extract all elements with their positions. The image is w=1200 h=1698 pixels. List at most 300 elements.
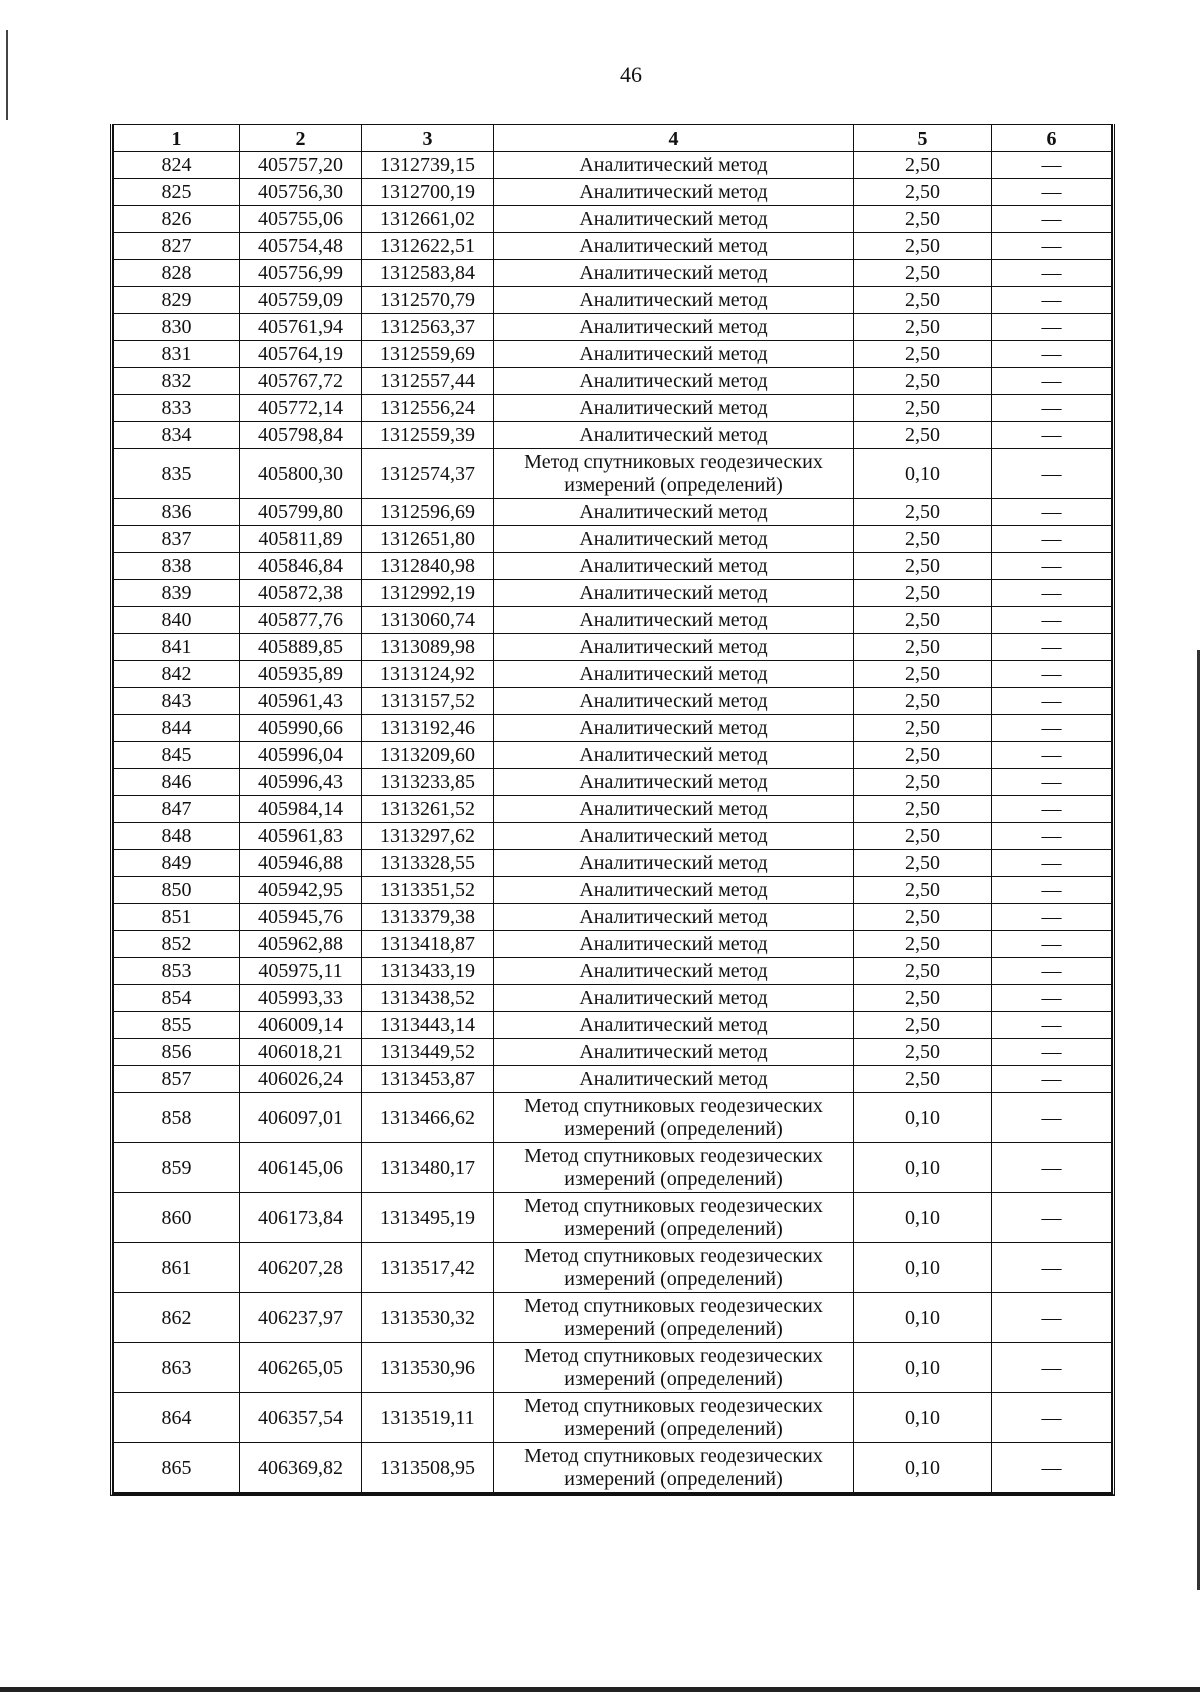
point-number-cell: 860 bbox=[114, 1193, 240, 1243]
x-coordinate-cell: 405996,04 bbox=[240, 742, 362, 769]
method-cell: Метод спутниковых геодезических измерений (определений) bbox=[494, 1143, 854, 1193]
accuracy-cell: 2,50 bbox=[854, 1066, 992, 1093]
note-cell: — bbox=[992, 877, 1112, 904]
point-number-cell: 834 bbox=[114, 422, 240, 449]
y-coordinate-cell: 1313466,62 bbox=[362, 1093, 494, 1143]
table-row bbox=[114, 314, 1112, 341]
x-coordinate-cell: 405755,06 bbox=[240, 206, 362, 233]
note-cell: — bbox=[992, 395, 1112, 422]
method-cell: Аналитический метод bbox=[494, 607, 854, 634]
point-number-cell: 825 bbox=[114, 179, 240, 206]
method-cell: Метод спутниковых геодезических измерений (определений) bbox=[494, 1343, 854, 1393]
table-row bbox=[114, 742, 1112, 769]
accuracy-cell: 0,10 bbox=[854, 1093, 992, 1143]
note-cell: — bbox=[992, 715, 1112, 742]
x-coordinate-cell: 405759,09 bbox=[240, 287, 362, 314]
x-coordinate-cell: 406207,28 bbox=[240, 1243, 362, 1293]
note-cell: — bbox=[992, 580, 1112, 607]
point-number-cell: 863 bbox=[114, 1343, 240, 1393]
x-coordinate-cell: 405975,11 bbox=[240, 958, 362, 985]
page-number: 46 bbox=[620, 62, 642, 87]
point-number-cell: 854 bbox=[114, 985, 240, 1012]
table-row bbox=[114, 796, 1112, 823]
y-coordinate-cell: 1313438,52 bbox=[362, 985, 494, 1012]
note-cell: — bbox=[992, 1393, 1112, 1443]
x-coordinate-cell: 405996,43 bbox=[240, 769, 362, 796]
method-cell: Аналитический метод bbox=[494, 769, 854, 796]
table-row bbox=[114, 395, 1112, 422]
method-cell: Аналитический метод bbox=[494, 1012, 854, 1039]
header-col-6: 6 bbox=[992, 125, 1112, 152]
x-coordinate-cell: 406173,84 bbox=[240, 1193, 362, 1243]
table-row bbox=[114, 688, 1112, 715]
point-number-cell: 859 bbox=[114, 1143, 240, 1193]
point-number-cell: 856 bbox=[114, 1039, 240, 1066]
table-row bbox=[114, 260, 1112, 287]
note-cell: — bbox=[992, 1293, 1112, 1343]
x-coordinate-cell: 405761,94 bbox=[240, 314, 362, 341]
y-coordinate-cell: 1312570,79 bbox=[362, 287, 494, 314]
note-cell: — bbox=[992, 1093, 1112, 1143]
method-cell: Аналитический метод bbox=[494, 206, 854, 233]
note-cell: — bbox=[992, 1039, 1112, 1066]
accuracy-cell: 2,50 bbox=[854, 715, 992, 742]
method-cell: Аналитический метод bbox=[494, 422, 854, 449]
method-cell: Метод спутниковых геодезических измерений (определений) bbox=[494, 1443, 854, 1493]
method-cell: Аналитический метод bbox=[494, 688, 854, 715]
y-coordinate-cell: 1313519,11 bbox=[362, 1393, 494, 1443]
method-cell: Аналитический метод bbox=[494, 152, 854, 179]
method-cell: Аналитический метод bbox=[494, 904, 854, 931]
accuracy-cell: 2,50 bbox=[854, 287, 992, 314]
point-number-cell: 845 bbox=[114, 742, 240, 769]
method-cell: Метод спутниковых геодезических измерений (определений) bbox=[494, 1243, 854, 1293]
y-coordinate-cell: 1313261,52 bbox=[362, 796, 494, 823]
accuracy-cell: 2,50 bbox=[854, 499, 992, 526]
note-cell: — bbox=[992, 179, 1112, 206]
accuracy-cell: 2,50 bbox=[854, 688, 992, 715]
note-cell: — bbox=[992, 287, 1112, 314]
accuracy-cell: 2,50 bbox=[854, 260, 992, 287]
accuracy-cell: 2,50 bbox=[854, 206, 992, 233]
accuracy-cell: 2,50 bbox=[854, 877, 992, 904]
table-row bbox=[114, 553, 1112, 580]
x-coordinate-cell: 405984,14 bbox=[240, 796, 362, 823]
y-coordinate-cell: 1313124,92 bbox=[362, 661, 494, 688]
point-number-cell: 862 bbox=[114, 1293, 240, 1343]
note-cell: — bbox=[992, 1012, 1112, 1039]
table-row bbox=[114, 1343, 1112, 1393]
table-row bbox=[114, 931, 1112, 958]
y-coordinate-cell: 1312661,02 bbox=[362, 206, 494, 233]
y-coordinate-cell: 1313517,42 bbox=[362, 1243, 494, 1293]
table-row bbox=[114, 152, 1112, 179]
accuracy-cell: 2,50 bbox=[854, 341, 992, 368]
y-coordinate-cell: 1312739,15 bbox=[362, 152, 494, 179]
y-coordinate-cell: 1313443,14 bbox=[362, 1012, 494, 1039]
x-coordinate-cell: 405962,88 bbox=[240, 931, 362, 958]
method-cell: Аналитический метод bbox=[494, 796, 854, 823]
table-row bbox=[114, 715, 1112, 742]
point-number-cell: 865 bbox=[114, 1443, 240, 1493]
point-number-cell: 852 bbox=[114, 931, 240, 958]
point-number-cell: 861 bbox=[114, 1243, 240, 1293]
point-number-cell: 857 bbox=[114, 1066, 240, 1093]
y-coordinate-cell: 1312556,24 bbox=[362, 395, 494, 422]
accuracy-cell: 2,50 bbox=[854, 931, 992, 958]
note-cell: — bbox=[992, 1243, 1112, 1293]
y-coordinate-cell: 1313418,87 bbox=[362, 931, 494, 958]
table-row bbox=[114, 904, 1112, 931]
point-number-cell: 849 bbox=[114, 850, 240, 877]
note-cell: — bbox=[992, 449, 1112, 499]
accuracy-cell: 2,50 bbox=[854, 526, 992, 553]
method-cell: Метод спутниковых геодезических измерений (определений) bbox=[494, 1193, 854, 1243]
point-number-cell: 833 bbox=[114, 395, 240, 422]
note-cell: — bbox=[992, 823, 1112, 850]
note-cell: — bbox=[992, 850, 1112, 877]
accuracy-cell: 2,50 bbox=[854, 1012, 992, 1039]
point-number-cell: 844 bbox=[114, 715, 240, 742]
note-cell: — bbox=[992, 688, 1112, 715]
method-cell: Метод спутниковых геодезических измерений (определений) bbox=[494, 449, 854, 499]
accuracy-cell: 0,10 bbox=[854, 1193, 992, 1243]
x-coordinate-cell: 405877,76 bbox=[240, 607, 362, 634]
x-coordinate-cell: 405756,30 bbox=[240, 179, 362, 206]
header-col-5: 5 bbox=[854, 125, 992, 152]
accuracy-cell: 2,50 bbox=[854, 580, 992, 607]
note-cell: — bbox=[992, 1443, 1112, 1493]
table-row bbox=[114, 958, 1112, 985]
accuracy-cell: 0,10 bbox=[854, 1143, 992, 1193]
coordinates-table-frame bbox=[110, 124, 1115, 1496]
point-number-cell: 829 bbox=[114, 287, 240, 314]
point-number-cell: 838 bbox=[114, 553, 240, 580]
table-row bbox=[114, 206, 1112, 233]
x-coordinate-cell: 405757,20 bbox=[240, 152, 362, 179]
point-number-cell: 837 bbox=[114, 526, 240, 553]
x-coordinate-cell: 405946,88 bbox=[240, 850, 362, 877]
point-number-cell: 843 bbox=[114, 688, 240, 715]
method-cell: Аналитический метод bbox=[494, 1066, 854, 1093]
method-cell: Аналитический метод bbox=[494, 931, 854, 958]
table-row bbox=[114, 661, 1112, 688]
note-cell: — bbox=[992, 206, 1112, 233]
accuracy-cell: 2,50 bbox=[854, 1039, 992, 1066]
table-row bbox=[114, 985, 1112, 1012]
accuracy-cell: 2,50 bbox=[854, 661, 992, 688]
accuracy-cell: 2,50 bbox=[854, 742, 992, 769]
note-cell: — bbox=[992, 1193, 1112, 1243]
y-coordinate-cell: 1312559,69 bbox=[362, 341, 494, 368]
method-cell: Аналитический метод bbox=[494, 553, 854, 580]
table-row bbox=[114, 1443, 1112, 1493]
note-cell: — bbox=[992, 742, 1112, 769]
table-row bbox=[114, 580, 1112, 607]
x-coordinate-cell: 405846,84 bbox=[240, 553, 362, 580]
table-row bbox=[114, 233, 1112, 260]
header-col-1: 1 bbox=[114, 125, 240, 152]
point-number-cell: 864 bbox=[114, 1393, 240, 1443]
method-cell: Аналитический метод bbox=[494, 850, 854, 877]
x-coordinate-cell: 405961,43 bbox=[240, 688, 362, 715]
table-row bbox=[114, 449, 1112, 499]
point-number-cell: 839 bbox=[114, 580, 240, 607]
accuracy-cell: 0,10 bbox=[854, 1343, 992, 1393]
note-cell: — bbox=[992, 796, 1112, 823]
note-cell: — bbox=[992, 341, 1112, 368]
point-number-cell: 824 bbox=[114, 152, 240, 179]
method-cell: Аналитический метод bbox=[494, 233, 854, 260]
table-row bbox=[114, 823, 1112, 850]
y-coordinate-cell: 1313480,17 bbox=[362, 1143, 494, 1193]
method-cell: Метод спутниковых геодезических измерений (определений) bbox=[494, 1293, 854, 1343]
y-coordinate-cell: 1313530,32 bbox=[362, 1293, 494, 1343]
accuracy-cell: 2,50 bbox=[854, 395, 992, 422]
y-coordinate-cell: 1312557,44 bbox=[362, 368, 494, 395]
note-cell: — bbox=[992, 661, 1112, 688]
table-body bbox=[114, 152, 1112, 1493]
y-coordinate-cell: 1313449,52 bbox=[362, 1039, 494, 1066]
point-number-cell: 828 bbox=[114, 260, 240, 287]
note-cell: — bbox=[992, 607, 1112, 634]
y-coordinate-cell: 1313089,98 bbox=[362, 634, 494, 661]
coordinates-table bbox=[113, 124, 1112, 1493]
note-cell: — bbox=[992, 769, 1112, 796]
point-number-cell: 835 bbox=[114, 449, 240, 499]
method-cell: Аналитический метод bbox=[494, 395, 854, 422]
note-cell: — bbox=[992, 553, 1112, 580]
x-coordinate-cell: 405767,72 bbox=[240, 368, 362, 395]
y-coordinate-cell: 1313209,60 bbox=[362, 742, 494, 769]
y-coordinate-cell: 1312700,19 bbox=[362, 179, 494, 206]
x-coordinate-cell: 406357,54 bbox=[240, 1393, 362, 1443]
table-row bbox=[114, 607, 1112, 634]
y-coordinate-cell: 1312574,37 bbox=[362, 449, 494, 499]
point-number-cell: 832 bbox=[114, 368, 240, 395]
method-cell: Аналитический метод bbox=[494, 1039, 854, 1066]
accuracy-cell: 2,50 bbox=[854, 233, 992, 260]
point-number-cell: 842 bbox=[114, 661, 240, 688]
y-coordinate-cell: 1313530,96 bbox=[362, 1343, 494, 1393]
x-coordinate-cell: 406265,05 bbox=[240, 1343, 362, 1393]
table-row bbox=[114, 422, 1112, 449]
note-cell: — bbox=[992, 314, 1112, 341]
accuracy-cell: 2,50 bbox=[854, 796, 992, 823]
accuracy-cell: 2,50 bbox=[854, 314, 992, 341]
note-cell: — bbox=[992, 1143, 1112, 1193]
accuracy-cell: 2,50 bbox=[854, 634, 992, 661]
point-number-cell: 831 bbox=[114, 341, 240, 368]
y-coordinate-cell: 1313379,38 bbox=[362, 904, 494, 931]
table-row bbox=[114, 287, 1112, 314]
accuracy-cell: 2,50 bbox=[854, 368, 992, 395]
table-row bbox=[114, 368, 1112, 395]
point-number-cell: 827 bbox=[114, 233, 240, 260]
accuracy-cell: 2,50 bbox=[854, 769, 992, 796]
x-coordinate-cell: 405799,80 bbox=[240, 499, 362, 526]
method-cell: Аналитический метод bbox=[494, 985, 854, 1012]
x-coordinate-cell: 405942,95 bbox=[240, 877, 362, 904]
header-col-3: 3 bbox=[362, 125, 494, 152]
method-cell: Аналитический метод bbox=[494, 526, 854, 553]
x-coordinate-cell: 405798,84 bbox=[240, 422, 362, 449]
accuracy-cell: 0,10 bbox=[854, 1393, 992, 1443]
y-coordinate-cell: 1313433,19 bbox=[362, 958, 494, 985]
method-cell: Аналитический метод bbox=[494, 179, 854, 206]
table-row bbox=[114, 1093, 1112, 1143]
x-coordinate-cell: 405811,89 bbox=[240, 526, 362, 553]
point-number-cell: 847 bbox=[114, 796, 240, 823]
method-cell: Аналитический метод bbox=[494, 958, 854, 985]
y-coordinate-cell: 1313495,19 bbox=[362, 1193, 494, 1243]
table-row bbox=[114, 1066, 1112, 1093]
x-coordinate-cell: 405993,33 bbox=[240, 985, 362, 1012]
table-row bbox=[114, 850, 1112, 877]
table-row bbox=[114, 877, 1112, 904]
accuracy-cell: 0,10 bbox=[854, 449, 992, 499]
table-header-row bbox=[114, 125, 1112, 152]
y-coordinate-cell: 1312596,69 bbox=[362, 499, 494, 526]
y-coordinate-cell: 1312651,80 bbox=[362, 526, 494, 553]
table-row bbox=[114, 1293, 1112, 1343]
note-cell: — bbox=[992, 499, 1112, 526]
y-coordinate-cell: 1313157,52 bbox=[362, 688, 494, 715]
accuracy-cell: 2,50 bbox=[854, 904, 992, 931]
note-cell: — bbox=[992, 1343, 1112, 1393]
y-coordinate-cell: 1312992,19 bbox=[362, 580, 494, 607]
y-coordinate-cell: 1313351,52 bbox=[362, 877, 494, 904]
header-col-2: 2 bbox=[240, 125, 362, 152]
scan-edge-bottom bbox=[0, 1687, 1200, 1692]
method-cell: Аналитический метод bbox=[494, 314, 854, 341]
method-cell: Аналитический метод bbox=[494, 634, 854, 661]
y-coordinate-cell: 1313297,62 bbox=[362, 823, 494, 850]
accuracy-cell: 2,50 bbox=[854, 152, 992, 179]
x-coordinate-cell: 406369,82 bbox=[240, 1443, 362, 1493]
accuracy-cell: 2,50 bbox=[854, 553, 992, 580]
note-cell: — bbox=[992, 958, 1112, 985]
accuracy-cell: 2,50 bbox=[854, 823, 992, 850]
note-cell: — bbox=[992, 985, 1112, 1012]
accuracy-cell: 2,50 bbox=[854, 958, 992, 985]
note-cell: — bbox=[992, 368, 1112, 395]
note-cell: — bbox=[992, 152, 1112, 179]
table-row bbox=[114, 769, 1112, 796]
method-cell: Аналитический метод bbox=[494, 499, 854, 526]
table-row bbox=[114, 634, 1112, 661]
accuracy-cell: 2,50 bbox=[854, 850, 992, 877]
table-row bbox=[114, 499, 1112, 526]
y-coordinate-cell: 1312583,84 bbox=[362, 260, 494, 287]
table-row bbox=[114, 526, 1112, 553]
x-coordinate-cell: 405935,89 bbox=[240, 661, 362, 688]
x-coordinate-cell: 406145,06 bbox=[240, 1143, 362, 1193]
accuracy-cell: 2,50 bbox=[854, 422, 992, 449]
note-cell: — bbox=[992, 931, 1112, 958]
point-number-cell: 855 bbox=[114, 1012, 240, 1039]
method-cell: Аналитический метод bbox=[494, 287, 854, 314]
table-row bbox=[114, 1193, 1112, 1243]
x-coordinate-cell: 405800,30 bbox=[240, 449, 362, 499]
y-coordinate-cell: 1313192,46 bbox=[362, 715, 494, 742]
x-coordinate-cell: 406009,14 bbox=[240, 1012, 362, 1039]
y-coordinate-cell: 1313453,87 bbox=[362, 1066, 494, 1093]
accuracy-cell: 2,50 bbox=[854, 607, 992, 634]
method-cell: Аналитический метод bbox=[494, 661, 854, 688]
y-coordinate-cell: 1313233,85 bbox=[362, 769, 494, 796]
method-cell: Аналитический метод bbox=[494, 742, 854, 769]
accuracy-cell: 2,50 bbox=[854, 985, 992, 1012]
y-coordinate-cell: 1312563,37 bbox=[362, 314, 494, 341]
x-coordinate-cell: 405990,66 bbox=[240, 715, 362, 742]
y-coordinate-cell: 1313060,74 bbox=[362, 607, 494, 634]
y-coordinate-cell: 1312840,98 bbox=[362, 553, 494, 580]
point-number-cell: 851 bbox=[114, 904, 240, 931]
note-cell: — bbox=[992, 526, 1112, 553]
point-number-cell: 830 bbox=[114, 314, 240, 341]
point-number-cell: 840 bbox=[114, 607, 240, 634]
method-cell: Аналитический метод bbox=[494, 341, 854, 368]
point-number-cell: 850 bbox=[114, 877, 240, 904]
y-coordinate-cell: 1312559,39 bbox=[362, 422, 494, 449]
y-coordinate-cell: 1312622,51 bbox=[362, 233, 494, 260]
note-cell: — bbox=[992, 260, 1112, 287]
table-row bbox=[114, 1393, 1112, 1443]
note-cell: — bbox=[992, 233, 1112, 260]
method-cell: Аналитический метод bbox=[494, 368, 854, 395]
table-row bbox=[114, 179, 1112, 206]
x-coordinate-cell: 405772,14 bbox=[240, 395, 362, 422]
x-coordinate-cell: 406097,01 bbox=[240, 1093, 362, 1143]
method-cell: Метод спутниковых геодезических измерений (определений) bbox=[494, 1093, 854, 1143]
note-cell: — bbox=[992, 634, 1112, 661]
point-number-cell: 848 bbox=[114, 823, 240, 850]
x-coordinate-cell: 405961,83 bbox=[240, 823, 362, 850]
y-coordinate-cell: 1313328,55 bbox=[362, 850, 494, 877]
x-coordinate-cell: 405754,48 bbox=[240, 233, 362, 260]
accuracy-cell: 0,10 bbox=[854, 1243, 992, 1293]
header-col-4: 4 bbox=[494, 125, 854, 152]
accuracy-cell: 0,10 bbox=[854, 1443, 992, 1493]
x-coordinate-cell: 406026,24 bbox=[240, 1066, 362, 1093]
note-cell: — bbox=[992, 1066, 1112, 1093]
point-number-cell: 841 bbox=[114, 634, 240, 661]
table-row bbox=[114, 341, 1112, 368]
accuracy-cell: 2,50 bbox=[854, 179, 992, 206]
x-coordinate-cell: 406237,97 bbox=[240, 1293, 362, 1343]
table-row bbox=[114, 1143, 1112, 1193]
method-cell: Аналитический метод bbox=[494, 877, 854, 904]
point-number-cell: 836 bbox=[114, 499, 240, 526]
y-coordinate-cell: 1313508,95 bbox=[362, 1443, 494, 1493]
method-cell: Аналитический метод bbox=[494, 260, 854, 287]
table-row bbox=[114, 1039, 1112, 1066]
method-cell: Аналитический метод bbox=[494, 823, 854, 850]
point-number-cell: 826 bbox=[114, 206, 240, 233]
x-coordinate-cell: 405889,85 bbox=[240, 634, 362, 661]
x-coordinate-cell: 405764,19 bbox=[240, 341, 362, 368]
method-cell: Метод спутниковых геодезических измерений (определений) bbox=[494, 1393, 854, 1443]
table-row bbox=[114, 1012, 1112, 1039]
point-number-cell: 853 bbox=[114, 958, 240, 985]
point-number-cell: 858 bbox=[114, 1093, 240, 1143]
accuracy-cell: 0,10 bbox=[854, 1293, 992, 1343]
x-coordinate-cell: 405945,76 bbox=[240, 904, 362, 931]
table-row bbox=[114, 1243, 1112, 1293]
x-coordinate-cell: 406018,21 bbox=[240, 1039, 362, 1066]
note-cell: — bbox=[992, 904, 1112, 931]
